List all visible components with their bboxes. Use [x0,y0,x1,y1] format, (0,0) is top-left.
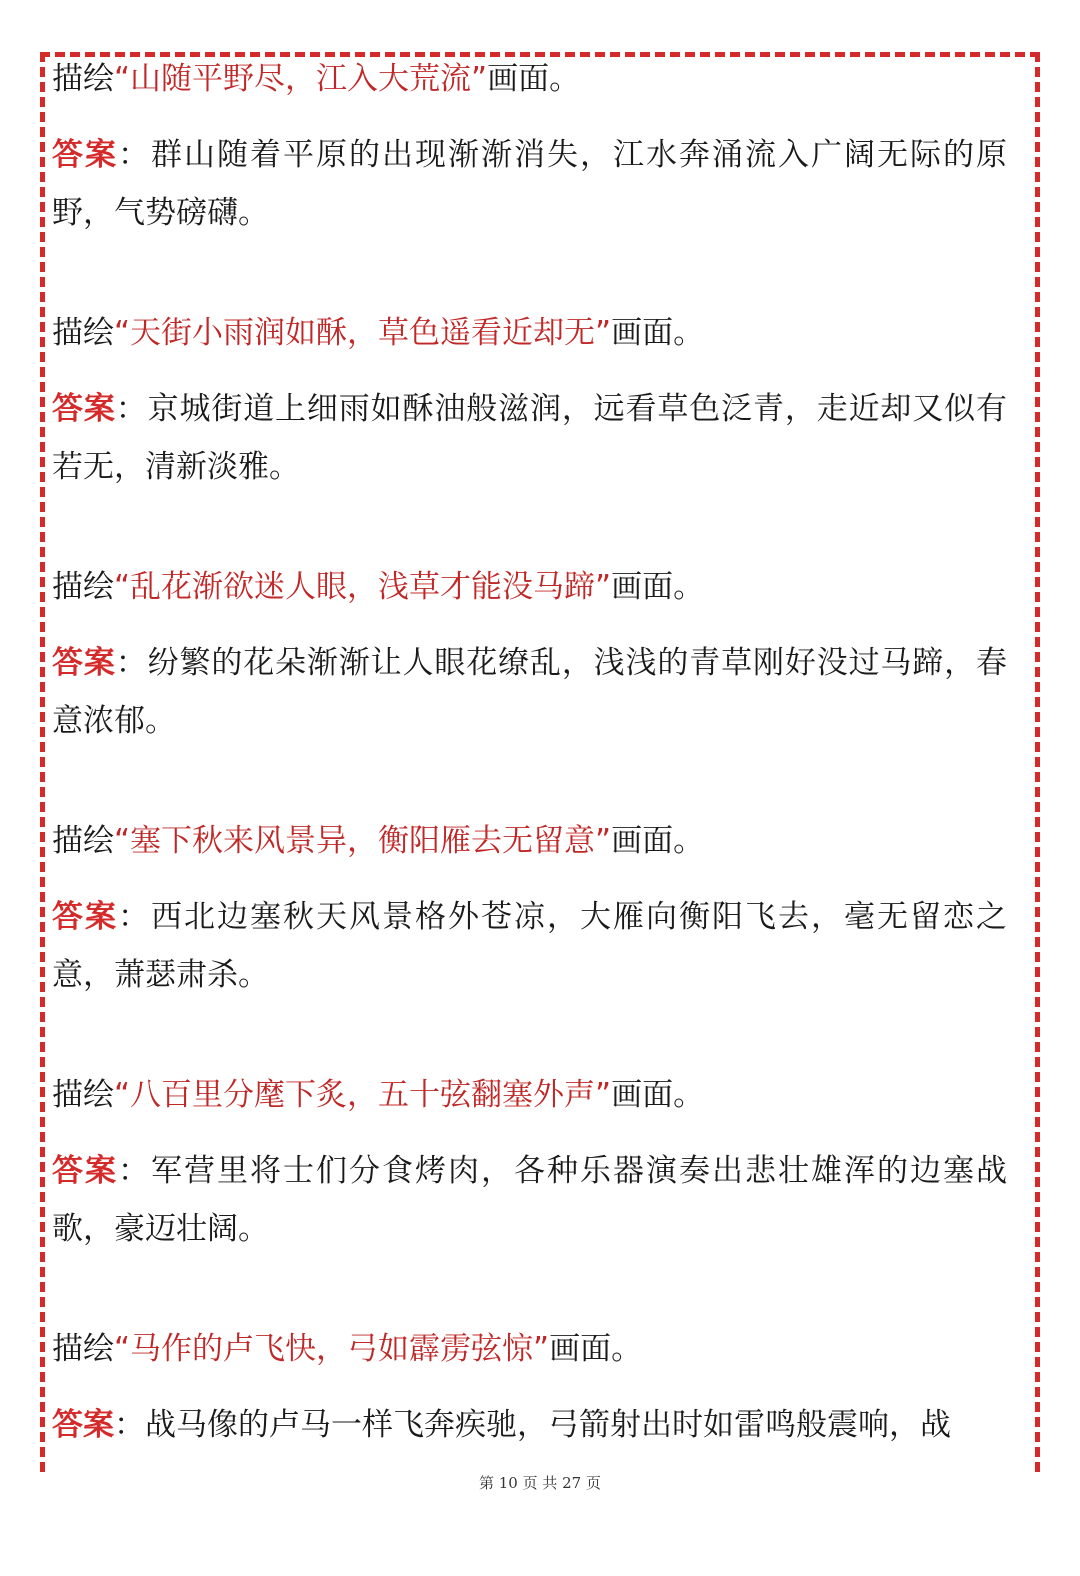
answer-text: 群山随着平原的出现渐渐消失，江水奔涌流入广阔无际的原野，气势磅礴。 [52,137,1007,231]
question-item-4 [52,814,1012,1068]
question-prompt [52,1328,642,1370]
answer-paragraph [52,126,1007,242]
answer-label: 答案 [52,645,116,681]
answer-text: 纷繁的花朵渐渐让人眼花缭乱，浅浅的青草刚好没过马蹄，春意浓郁。 [52,645,1008,739]
question-prompt [52,566,704,608]
prompt-suffix: 画面。 [549,1331,643,1367]
question-prompt [52,58,580,100]
answer-paragraph [52,380,1007,496]
poem-quote: “山随平野尽，江入大荒流” [114,61,488,97]
poem-quote: “塞下秋来风景异，衡阳雁去无留意” [114,823,612,859]
answer-label: 答案 [52,137,118,173]
prompt-prefix: 描绘 [52,1331,114,1367]
poem-quote: “八百里分麾下炙，五十弦翻塞外声” [114,1077,612,1113]
prompt-prefix: 描绘 [52,1077,114,1113]
prompt-suffix: 画面。 [611,1077,705,1113]
answer-colon: ： [118,137,151,173]
document-body [52,52,1012,1576]
prompt-prefix: 描绘 [52,823,114,859]
prompt-prefix: 描绘 [52,61,114,97]
answer-paragraph [52,634,1007,750]
poem-quote: “天街小雨润如酥，草色遥看近却无” [114,315,612,351]
prompt-prefix: 描绘 [52,569,114,605]
answer-text: 战马像的卢马一样飞奔疾驰，弓箭射出时如雷鸣般震响，战 [145,1407,951,1443]
answer-colon: ： [118,899,151,935]
prompt-suffix: 画面。 [611,315,705,351]
poem-quote: “马作的卢飞快，弓如霹雳弦惊” [114,1331,550,1367]
prompt-suffix: 画面。 [611,569,705,605]
answer-text: 京城街道上细雨如酥油般滋润，远看草色泛青，走近却又似有若无，清新淡雅。 [52,391,1008,485]
question-item-2 [52,306,1012,560]
answer-colon: ： [114,1407,145,1443]
question-item-3 [52,560,1012,814]
answer-label: 答案 [52,899,118,935]
prompt-suffix: 画面。 [487,61,581,97]
answer-colon: ： [115,391,148,427]
question-item-6 [52,1322,1012,1576]
answer-paragraph [52,888,1007,1004]
prompt-suffix: 画面。 [611,823,705,859]
question-prompt [52,312,704,354]
question-item-5 [52,1068,1012,1322]
question-prompt [52,820,704,862]
page-footer: 第 10 页 共 27 页 [478,1474,601,1492]
answer-text: 军营里将士们分食烤肉，各种乐器演奏出悲壮雄浑的边塞战歌，豪迈壮阔。 [52,1153,1007,1247]
prompt-prefix: 描绘 [52,315,114,351]
answer-label: 答案 [52,391,116,427]
question-item-1 [52,52,1012,306]
answer-text: 西北边塞秋天风景格外苍凉，大雁向衡阳飞去，毫无留恋之意，萧瑟肃杀。 [52,899,1007,993]
answer-label: 答案 [52,1153,118,1189]
poem-quote: “乱花渐欲迷人眼，浅草才能没马蹄” [114,569,612,605]
question-prompt [52,1074,704,1116]
answer-paragraph [52,1142,1007,1258]
answer-paragraph [52,1396,1007,1454]
answer-label: 答案 [52,1407,114,1443]
answer-colon: ： [115,645,148,681]
answer-colon: ： [118,1153,151,1189]
